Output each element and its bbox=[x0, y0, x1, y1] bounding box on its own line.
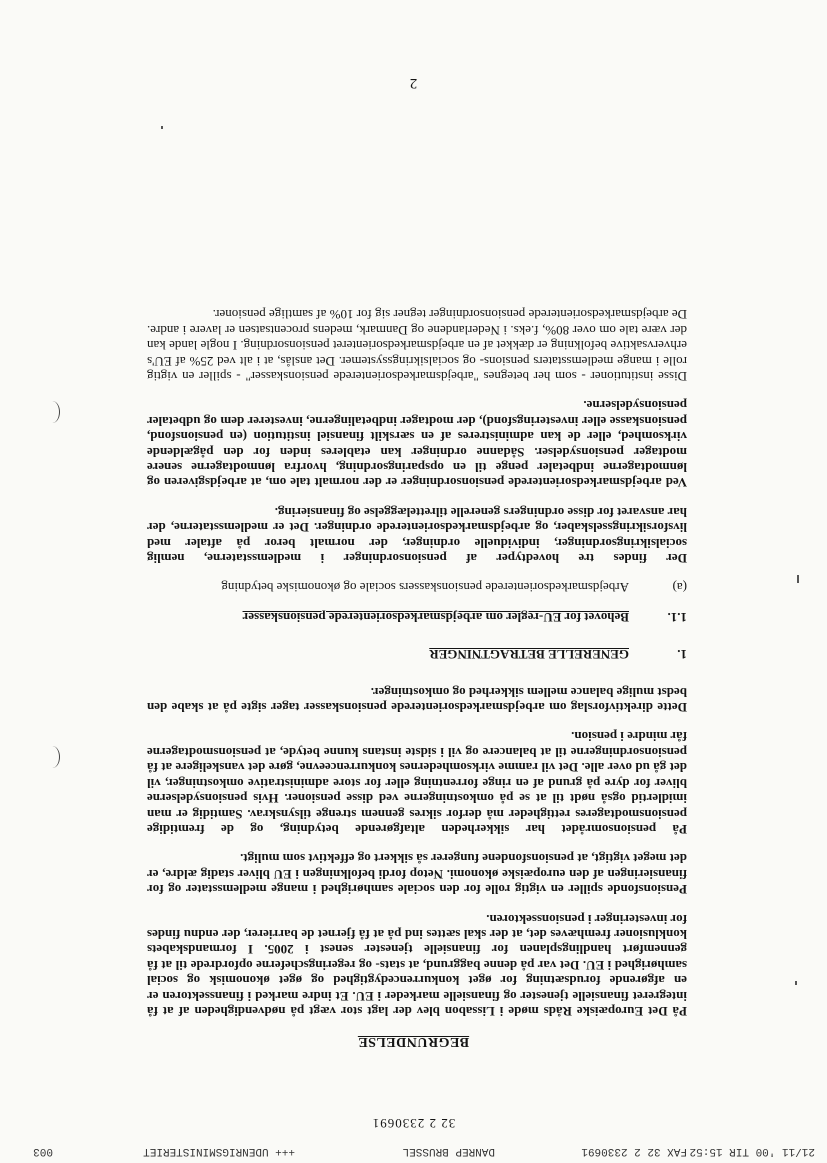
document-body bbox=[147, 293, 687, 1019]
paragraph-institutioner: Disse institutioner - som her betegnes "arbejdsmarkedsorienterede pensionskasser" - spiller en vigtig rolle i mange medlemsstaters pensions- og socialsikringssystemer. Det anslås, at i alt ved 25% af EU's erhvervsaktive befolkning er dækket af en arbejdsmarkedsorienteret pensionsordning. I nogle lande kan der være tale om over 80%, f.eks. i Nederlandene og Danmark, medens procentsatsen er lavere i andre. De arbejdsmarkedsorienterede pensionsordninger tegner sig for 10% af samtlige pensioner. bbox=[147, 307, 687, 384]
document-title: BEGRUNDELSE bbox=[357, 1034, 470, 1049]
page-number: 2 bbox=[409, 75, 418, 91]
paragraph-hovedtyper: Der findes tre hovedtyper af pensionsordninger i medlemsstaterne, nemlig socialsikringsordninger, individuelle ordninger, der normalt beror på aftaler med livsforsikringsselskaber, og arbejdsmarkedsorienterede ordninger. Det er medlemsstaterne, der har ansvaret for disse ordningers generelle tilrettelæggelse og finansiering. bbox=[147, 504, 687, 567]
paragraph-lissabon: På Det Europæiske Råds møde i Lissabon blev der lagt stor vægt på nødvendigheden af at få integreret finansielle tjenester og finansielle markeder i EU. Et indre marked i finanssektoren er en afgørende forudsætning for øget konkurrencedygtighed og øget økonomisk og social samhørighed i EU. Det var på denne baggrund, at stats- og regeringscheferne opfordrede til at få gennemført handlingsplanen for finansielle tjenester senest i 2005. I formandskabets konklusioner fremhæves det, at der skal sættes ind på at få fjernet de barrierer, der endnu findes for investeringer i pensionssektoren. bbox=[147, 911, 687, 1019]
fax-page-code: 003 bbox=[33, 1145, 53, 1157]
section-heading-1-1 bbox=[147, 609, 687, 624]
subsection-title: Arbejdsmarkedsorienterede pensionskassers sociale og økonomiske betydning bbox=[221, 580, 629, 596]
punch-hole-mark bbox=[45, 746, 60, 768]
fax-number: FAX 32 2 2330691 bbox=[581, 1145, 687, 1157]
scan-speck bbox=[795, 981, 797, 985]
fax-header bbox=[12, 1141, 815, 1157]
scan-speck bbox=[797, 575, 799, 583]
paragraph-ordninger: Ved arbejdsmarkedsorienterede pensionsordninger er der normalt tale om, at arbejdsgiveren og lønmodtagerne indbetaler penge til en opsparingsordning, hvorfra lønmodtagerne senere modtager pensionsydelser. Sådanne ordninger kan etableres inden for den pågældende virksomhed, eller de kan administreres af en særskilt finansiel institution (en pensionsfond, pensionskasse eller investeringsfond), der modtager indbetalingerne, investerer dem og udbetaler pensionsydelserne. bbox=[147, 398, 687, 491]
section-title: GENERELLE BETRAGTNINGER bbox=[429, 647, 629, 663]
fax-number-line: 32 2 2330691 bbox=[371, 1116, 456, 1131]
paragraph-sikkerhed: På pensionsområdet har sikkerheden altafgørende betydning, og de fremtidige pensionsmodtageres rettigheder må derfor sikres gennem strenge tilsynskrav. Samtidig er man imidlertid også nødt til at se på omkostningerne ved disse pensioner. Hvis pensionsydelserne bliver for dyre på grund af en ringe forrentning eller for store administrative omkostninger, vil det gå ud over alle. Det vil ramme virksomhedernes konkurrenceevne, gøre det vanskeligere at få pensionsordningerne til at balancere og vil i sidste instans kunne betyde, at pensionsmodtagerne får mindre i pension. bbox=[147, 729, 687, 837]
scan-speck bbox=[161, 126, 163, 129]
fax-sender: DANREP BRUSSEL bbox=[402, 1145, 495, 1157]
section-number: 1.1. bbox=[667, 609, 687, 625]
subsection-heading-a bbox=[147, 580, 687, 595]
fax-recipient: +++ UDENRIGSMINISTERIET bbox=[143, 1145, 295, 1157]
paragraph-pensionsfonde: Pensionsfonde spiller en vigtig rolle for den sociale samhørighed i mange medlemsstater og for finansieringen af den europæiske økonomi. Netop fordi befolkningen i EU bliver stadig ældre, er det meget vigtigt, at pensionsfondene fungerer så sikkert og effektivt som muligt. bbox=[147, 851, 687, 898]
punch-hole-mark bbox=[45, 401, 60, 423]
subsection-number: (a) bbox=[672, 580, 687, 596]
section-heading-1 bbox=[147, 647, 687, 662]
fax-datetime: 21/11 '00 TIR 15:52 bbox=[689, 1145, 815, 1157]
section-title: Behovet for EU-regler om arbejdsmarkedsorienterede pensionskasser bbox=[242, 609, 629, 625]
paragraph-direktivforslag: Dette direktivforslag om arbejdsmarkedsorienterede pensionskasser tager sigte på at skabe den bedst mulige balance mellem sikkerhed og omkostninger. bbox=[147, 684, 687, 716]
section-number: 1. bbox=[677, 647, 687, 663]
